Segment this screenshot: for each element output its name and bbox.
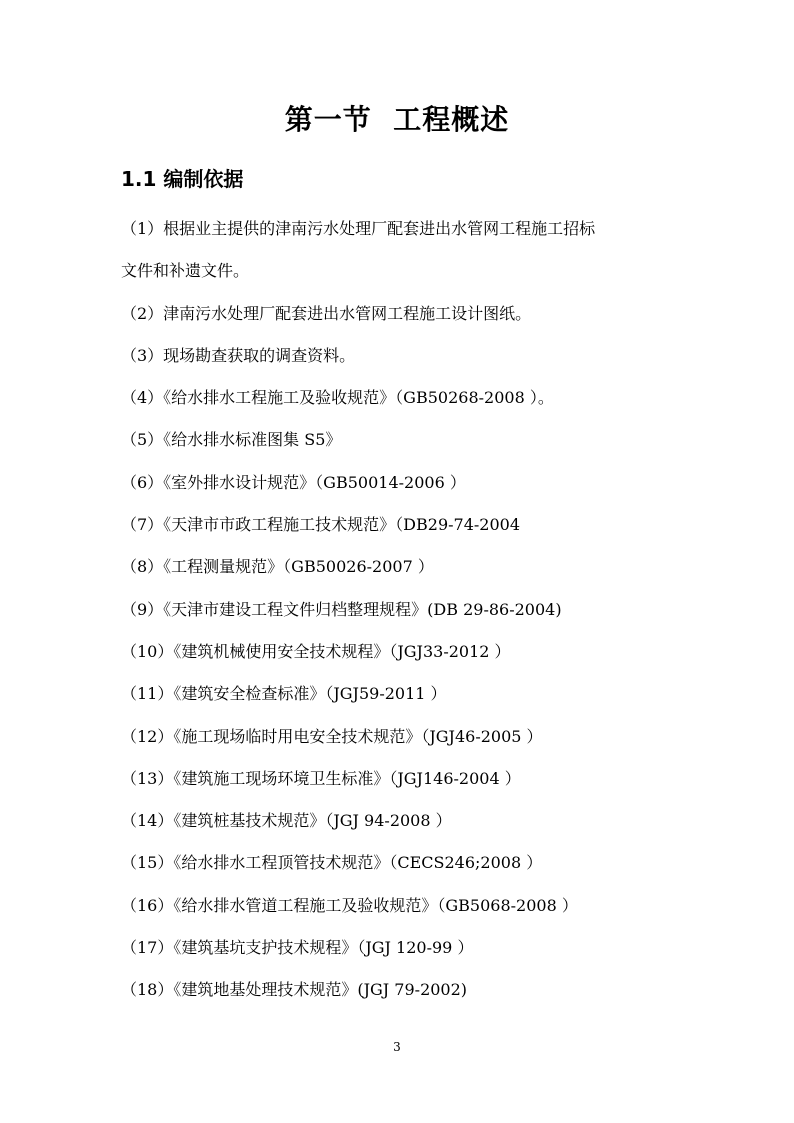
list-item: （13）《建筑施工现场环境卫生标准》（JGJ146-2004 ） [121, 768, 521, 788]
list-item: （10）《建筑机械使用安全技术规程》（JGJ33-2012 ） [121, 641, 511, 661]
list-item: （17）《建筑基坑支护技术规程》（JGJ 120-99 ） [121, 938, 474, 958]
basis-list [121, 208, 681, 1012]
list-item: （6）《室外排水设计规范》（GB50014-2006 ） [121, 472, 466, 492]
list-item: （9）《天津市建设工程文件归档整理规程》(DB 29-86-2004) [121, 599, 562, 619]
list-item: （4）《给水排水工程施工及验收规范》（GB50268-2008 ）。 [121, 388, 554, 408]
section-heading: 1.1 编制依据 [121, 167, 244, 191]
list-item: （5）《给水排水标准图集 S5》 [121, 430, 342, 450]
page-title: 第一节 工程概述 [284, 103, 510, 136]
list-item: （16）《给水排水管道工程施工及验收规范》（GB5068-2008 ） [121, 895, 578, 915]
list-item: （2）津南污水处理厂配套进出水管网工程施工设计图纸。 [121, 303, 532, 323]
list-item: （1）根据业主提供的津南污水处理厂配套进出水管网工程施工招标 [121, 219, 596, 238]
list-item: （3）现场勘查获取的调查资料。 [121, 345, 356, 365]
page-number: 3 [393, 1040, 401, 1054]
list-item: （14）《建筑桩基技术规范》（JGJ 94-2008 ） [121, 811, 452, 831]
list-item: （8）《工程测量规范》（GB50026-2007 ） [121, 557, 434, 577]
list-item: （18）《建筑地基处理技术规范》(JGJ 79-2002) [121, 980, 468, 1000]
list-item: 文件和补遗文件。 [121, 261, 250, 281]
list-item: （7）《天津市市政工程施工技术规范》（DB29-74-2004 [121, 515, 521, 535]
list-item: （12）《施工现场临时用电安全技术规范》（JGJ46-2005 ） [121, 726, 543, 746]
list-item: （15）《给水排水工程顶管技术规范》（CECS246;2008 ） [121, 853, 543, 873]
list-item: （11）《建筑安全检查标准》（JGJ59-2011 ） [121, 684, 447, 704]
